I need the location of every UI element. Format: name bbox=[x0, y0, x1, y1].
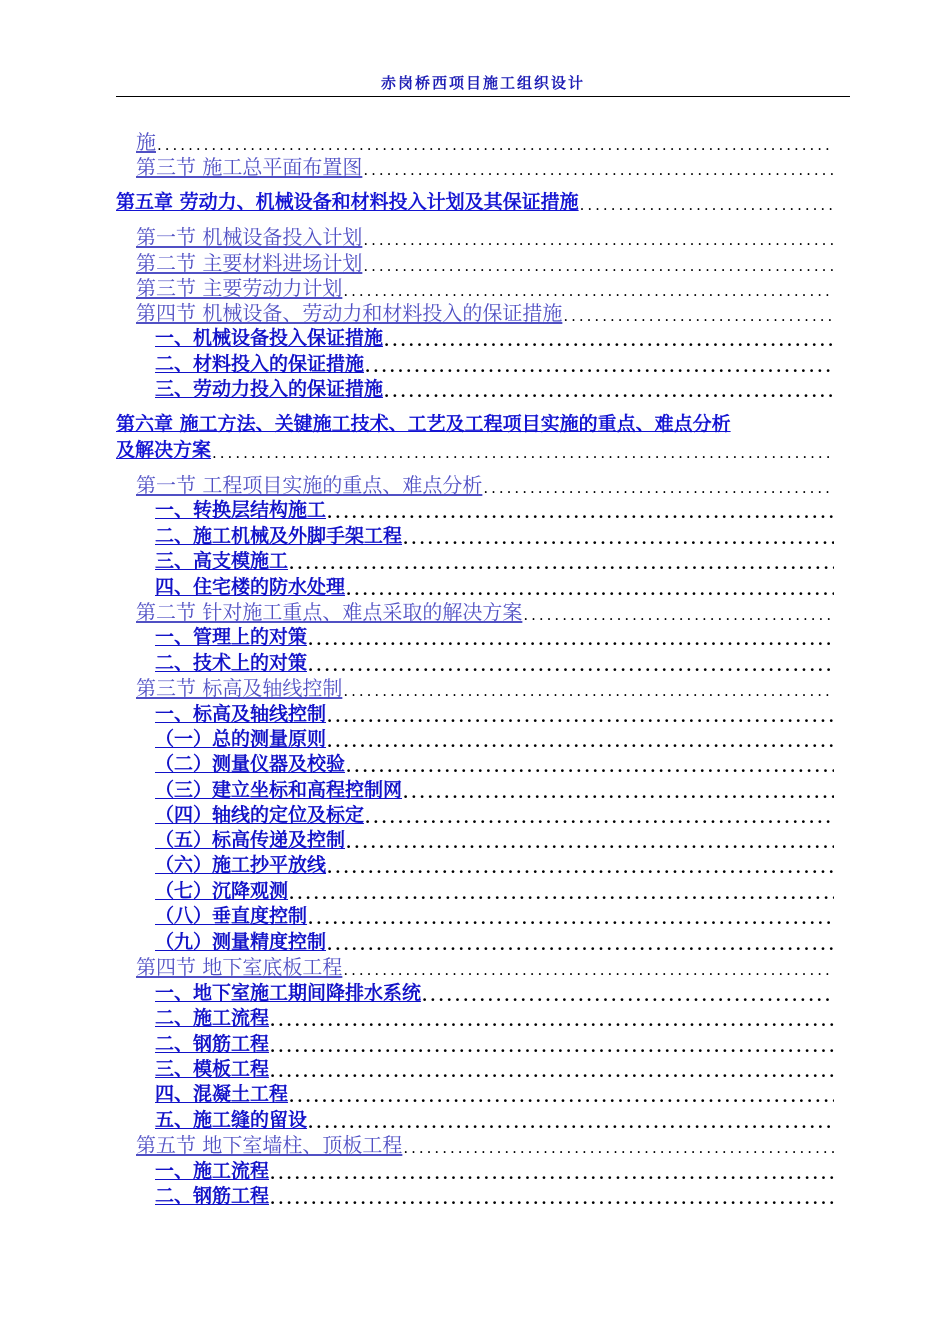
toc-entry-label: 第二节 主要材料进场计划 bbox=[136, 251, 363, 275]
toc-item[interactable] bbox=[155, 904, 834, 929]
toc-item-label: 二、施工机械及外脚手架工程 bbox=[155, 525, 403, 547]
toc-item-label: 一、管理上的对策 bbox=[155, 626, 308, 648]
toc-entry[interactable] bbox=[136, 1133, 834, 1158]
toc-item[interactable] bbox=[155, 853, 834, 878]
toc-item-label: 一、机械设备投入保证措施 bbox=[155, 327, 384, 349]
dot-leader bbox=[307, 656, 834, 676]
toc-item-label: 二、技术上的对策 bbox=[155, 652, 308, 674]
toc-item[interactable] bbox=[155, 1184, 834, 1209]
toc-chapter-label: 第五章 劳动力、机械设备和材料投入计划及其保证措施 bbox=[116, 191, 579, 213]
dot-leader bbox=[326, 935, 834, 955]
toc-item-label: 四、混凝土工程 bbox=[155, 1083, 289, 1105]
toc-item[interactable] bbox=[155, 981, 834, 1006]
toc-entry[interactable] bbox=[136, 600, 834, 625]
toc-entry[interactable] bbox=[136, 473, 834, 498]
toc-item[interactable] bbox=[155, 803, 834, 828]
toc-item[interactable] bbox=[155, 625, 834, 650]
dot-leader bbox=[364, 808, 834, 828]
dot-leader bbox=[482, 478, 834, 498]
dot-leader bbox=[307, 630, 834, 650]
toc-item[interactable] bbox=[155, 828, 834, 853]
toc-item[interactable] bbox=[155, 326, 834, 351]
toc-chapter-line1[interactable]: 第六章 施工方法、关键施工技术、工艺及工程项目实施的重点、难点分析 bbox=[116, 413, 731, 435]
toc-entry-label: 第二节 针对施工重点、难点采取的解决方案 bbox=[136, 600, 523, 624]
dot-leader bbox=[522, 605, 834, 625]
toc-chapter[interactable] bbox=[116, 190, 834, 215]
toc-entry-label: 第一节 工程项目实施的重点、难点分析 bbox=[136, 473, 483, 497]
dot-leader bbox=[269, 1062, 834, 1082]
toc-item-label: 三、模板工程 bbox=[155, 1058, 270, 1080]
toc-item[interactable] bbox=[155, 1032, 834, 1057]
dot-leader bbox=[402, 529, 834, 549]
toc-entry[interactable] bbox=[136, 301, 834, 326]
toc-chapter-label: 及解决方案 bbox=[116, 439, 212, 461]
toc-item-label: 四、住宅楼的防水处理 bbox=[155, 576, 346, 598]
dot-leader bbox=[288, 1087, 834, 1107]
dot-leader bbox=[345, 757, 834, 777]
toc-entry[interactable] bbox=[136, 130, 834, 155]
dot-leader bbox=[342, 681, 834, 701]
header-title: 赤岗桥西项目施工组织设计 bbox=[380, 74, 585, 92]
toc-entry-label: 第五节 地下室墙柱、顶板工程 bbox=[136, 1133, 403, 1157]
toc-item[interactable] bbox=[155, 1006, 834, 1031]
dot-leader bbox=[326, 503, 834, 523]
toc-entry[interactable] bbox=[136, 155, 834, 180]
toc-item-label: 二、钢筋工程 bbox=[155, 1185, 270, 1207]
toc-entry-label: 第三节 主要劳动力计划 bbox=[136, 276, 343, 300]
toc-entry[interactable] bbox=[136, 251, 834, 276]
toc-item-label: （六）施工抄平放线 bbox=[155, 854, 327, 876]
dot-leader bbox=[269, 1037, 834, 1057]
toc-entry-label: 第三节 标高及轴线控制 bbox=[136, 676, 343, 700]
toc-item[interactable] bbox=[155, 702, 834, 727]
toc-item-label: 一、施工流程 bbox=[155, 1160, 270, 1182]
toc-item[interactable] bbox=[155, 1108, 834, 1133]
dot-leader bbox=[579, 195, 834, 215]
toc-item[interactable] bbox=[155, 778, 834, 803]
dot-leader bbox=[211, 443, 834, 463]
toc-item[interactable] bbox=[155, 930, 834, 955]
dot-leader bbox=[383, 382, 834, 402]
dot-leader bbox=[307, 909, 834, 929]
toc-item-label: （二）测量仪器及校验 bbox=[155, 753, 346, 775]
toc-item[interactable] bbox=[155, 727, 834, 752]
toc-item[interactable] bbox=[155, 1082, 834, 1107]
toc-item[interactable] bbox=[155, 575, 834, 600]
toc-item-label: （三）建立坐标和高程控制网 bbox=[155, 779, 403, 801]
dot-leader bbox=[342, 960, 834, 980]
toc-item[interactable] bbox=[155, 1057, 834, 1082]
dot-leader bbox=[156, 135, 834, 155]
toc-entry[interactable] bbox=[136, 676, 834, 701]
toc-entry[interactable] bbox=[136, 225, 834, 250]
dot-leader bbox=[269, 1189, 834, 1209]
dot-leader bbox=[345, 580, 834, 600]
dot-leader bbox=[342, 281, 834, 301]
toc-entry-label: 第一节 机械设备投入计划 bbox=[136, 225, 363, 249]
toc-entry[interactable] bbox=[136, 955, 834, 980]
toc-item-label: 二、材料投入的保证措施 bbox=[155, 353, 365, 375]
toc-item[interactable] bbox=[155, 524, 834, 549]
dot-leader bbox=[288, 554, 834, 574]
toc-item[interactable] bbox=[155, 549, 834, 574]
toc-item-label: 五、施工缝的留设 bbox=[155, 1109, 308, 1131]
dot-leader bbox=[269, 1164, 834, 1184]
toc-item-label: （八）垂直度控制 bbox=[155, 905, 308, 927]
toc-item-label: 三、高支模施工 bbox=[155, 550, 289, 572]
toc-entry[interactable] bbox=[136, 276, 834, 301]
toc-item[interactable] bbox=[155, 879, 834, 904]
dot-leader bbox=[288, 884, 834, 904]
dot-leader bbox=[562, 306, 834, 326]
toc-entry-label: 第四节 地下室底板工程 bbox=[136, 955, 343, 979]
toc-item-label: 一、地下室施工期间降排水系统 bbox=[155, 982, 422, 1004]
toc-item[interactable] bbox=[155, 498, 834, 523]
toc-entry-label: 第三节 施工总平面布置图 bbox=[136, 155, 363, 179]
dot-leader bbox=[362, 160, 834, 180]
dot-leader bbox=[326, 732, 834, 752]
dot-leader bbox=[383, 331, 834, 351]
toc-item-label: （五）标高传递及控制 bbox=[155, 829, 346, 851]
dot-leader bbox=[421, 986, 834, 1006]
dot-leader bbox=[269, 1011, 834, 1031]
dot-leader bbox=[362, 256, 834, 276]
toc-item-label: 二、钢筋工程 bbox=[155, 1033, 270, 1055]
dot-leader bbox=[345, 833, 834, 853]
toc-item[interactable] bbox=[155, 1159, 834, 1184]
toc-item[interactable] bbox=[155, 377, 834, 402]
toc-entry-label: 第四节 机械设备、劳动力和材料投入的保证措施 bbox=[136, 301, 563, 325]
toc-item-label: 一、转换层结构施工 bbox=[155, 499, 327, 521]
dot-leader bbox=[326, 707, 834, 727]
toc-entry-label: 施 bbox=[136, 130, 156, 154]
toc-item[interactable] bbox=[155, 651, 834, 676]
toc-item[interactable] bbox=[155, 352, 834, 377]
dot-leader bbox=[307, 1113, 834, 1133]
dot-leader bbox=[362, 230, 834, 250]
toc-item-label: （九）测量精度控制 bbox=[155, 931, 327, 953]
toc-chapter[interactable] bbox=[116, 438, 834, 463]
toc-item-label: 一、标高及轴线控制 bbox=[155, 703, 327, 725]
toc-item[interactable] bbox=[155, 752, 834, 777]
toc-item-label: （一）总的测量原则 bbox=[155, 728, 327, 750]
dot-leader bbox=[402, 1138, 834, 1158]
toc-item-label: 三、劳动力投入的保证措施 bbox=[155, 378, 384, 400]
dot-leader bbox=[402, 783, 834, 803]
toc-item-label: 二、施工流程 bbox=[155, 1007, 270, 1029]
toc-item-label: （七）沉降观测 bbox=[155, 880, 289, 902]
dot-leader bbox=[326, 858, 834, 878]
toc-item-label: （四）轴线的定位及标定 bbox=[155, 804, 365, 826]
dot-leader bbox=[364, 357, 834, 377]
